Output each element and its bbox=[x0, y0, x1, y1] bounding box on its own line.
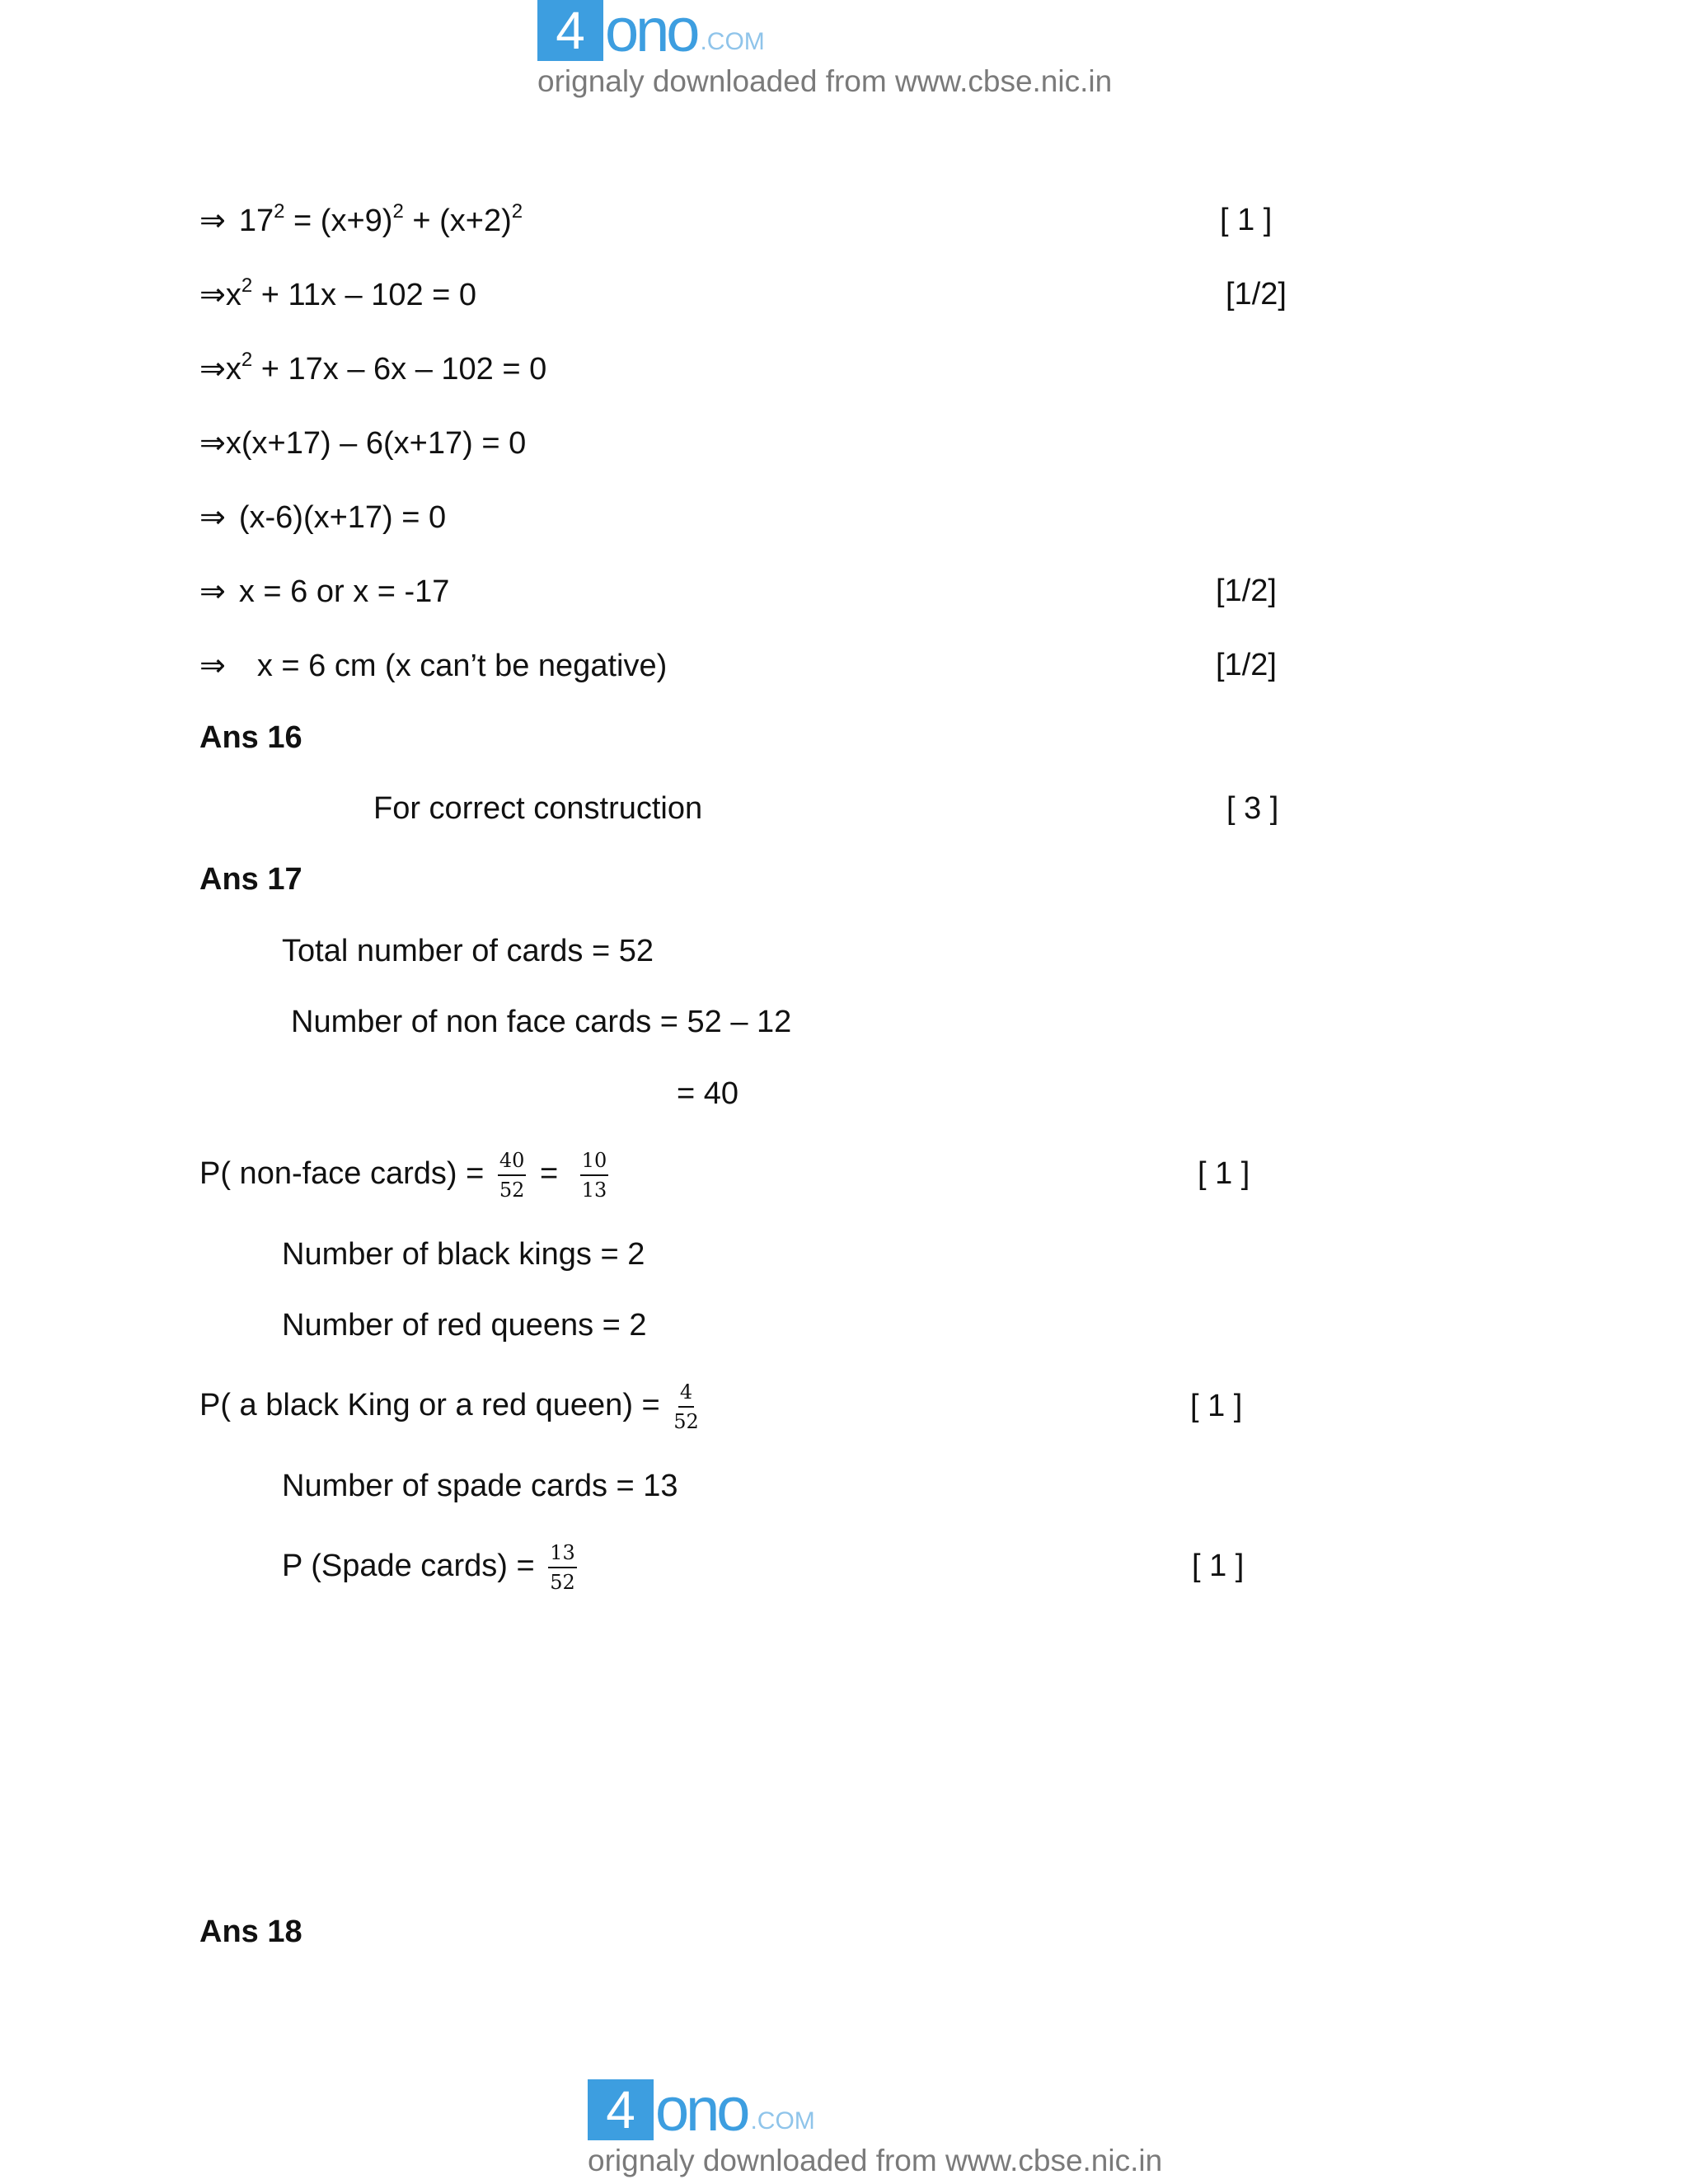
implies-arrow: ⇒ bbox=[199, 202, 226, 238]
step-6-text: x = 6 or x = -17 bbox=[238, 574, 450, 609]
p-nonface-f1-num: 40 bbox=[498, 1149, 527, 1176]
implies-arrow: ⇒ bbox=[199, 276, 226, 312]
implies-arrow: ⇒ bbox=[199, 350, 226, 387]
step-1-exp2: 2 bbox=[392, 200, 404, 223]
p-spade-fraction bbox=[548, 1541, 577, 1594]
p-spade-mark: [ 1 ] bbox=[1192, 1549, 1245, 1583]
spade-cards: Number of spade cards = 13 bbox=[282, 1469, 678, 1503]
footer-logo-suffix: .COM bbox=[750, 2107, 815, 2135]
ans18-heading: Ans 18 bbox=[199, 1915, 302, 1949]
step-4-text: x(x+17) – 6(x+17) = 0 bbox=[225, 426, 527, 461]
ans17-heading: Ans 17 bbox=[199, 862, 302, 897]
red-queens: Number of red queens = 2 bbox=[282, 1308, 647, 1343]
ans16-mark: [ 3 ] bbox=[1226, 791, 1279, 826]
p-king-queen bbox=[199, 1380, 704, 1433]
non-face-result: = 40 bbox=[677, 1076, 739, 1111]
step-1-exp3: 2 bbox=[511, 200, 523, 223]
step-6-mark: [1/2] bbox=[1216, 574, 1277, 608]
header-logo-suffix: .COM bbox=[700, 28, 765, 55]
p-nonface-mark: [ 1 ] bbox=[1198, 1156, 1250, 1191]
step-3-rest: + 17x – 6x – 102 = 0 bbox=[252, 352, 547, 387]
p-nonface-f2-num: 10 bbox=[580, 1149, 609, 1176]
step-5 bbox=[199, 498, 446, 537]
p-king-queen-label: P( a black King or a red queen) = bbox=[199, 1388, 660, 1423]
p-nonface-f1-den: 52 bbox=[499, 1179, 525, 1202]
step-1-mid1: = (x+9) bbox=[284, 204, 393, 238]
step-2-rest: + 11x – 102 = 0 bbox=[252, 278, 477, 312]
p-nonface-label: P( non-face cards) = bbox=[199, 1156, 485, 1192]
implies-arrow: ⇒ bbox=[199, 424, 226, 461]
black-kings: Number of black kings = 2 bbox=[282, 1237, 645, 1272]
p-king-queen-den: 52 bbox=[673, 1410, 699, 1433]
step-2 bbox=[199, 275, 476, 314]
header-logo-number: 4 bbox=[537, 0, 603, 61]
step-1-exp1: 2 bbox=[274, 200, 285, 223]
p-nonface-fraction-1 bbox=[498, 1149, 527, 1202]
p-nonface-f2-den: 13 bbox=[581, 1179, 607, 1202]
header-logo-letters: ono bbox=[605, 0, 697, 64]
footer-logo-mark bbox=[588, 2075, 815, 2144]
footer-logo-letters: ono bbox=[655, 2075, 748, 2144]
p-nonface bbox=[199, 1149, 613, 1202]
step-2-base: x bbox=[225, 278, 241, 312]
step-7-text: x = 6 cm (x can’t be negative) bbox=[256, 649, 668, 683]
implies-arrow: ⇒ bbox=[199, 573, 226, 609]
step-7 bbox=[199, 646, 667, 685]
step-6 bbox=[199, 572, 449, 611]
step-4 bbox=[199, 424, 526, 462]
step-3-base: x bbox=[225, 352, 241, 387]
non-face-cards: Number of non face cards = 52 – 12 bbox=[291, 1005, 792, 1039]
p-spade-num: 13 bbox=[548, 1541, 577, 1568]
p-spade bbox=[282, 1541, 582, 1594]
header-logo-tagline: orignaly downloaded from www.cbse.nic.in bbox=[537, 64, 1113, 98]
step-3-exp1: 2 bbox=[241, 349, 253, 371]
footer-logo-tagline: orignaly downloaded from www.cbse.nic.in bbox=[588, 2144, 1163, 2177]
p-king-queen-fraction bbox=[673, 1380, 699, 1433]
step-2-exp1: 2 bbox=[241, 274, 253, 297]
implies-arrow: ⇒ bbox=[199, 647, 226, 683]
step-7-mark: [1/2] bbox=[1216, 648, 1277, 682]
step-3 bbox=[199, 349, 546, 388]
implies-arrow: ⇒ bbox=[199, 499, 226, 535]
ans16-heading: Ans 16 bbox=[199, 720, 302, 755]
header-logo-mark bbox=[537, 0, 765, 64]
step-2-mark: [1/2] bbox=[1226, 277, 1287, 312]
step-1-base: 17 bbox=[238, 204, 274, 238]
total-cards: Total number of cards = 52 bbox=[282, 934, 654, 968]
ans16-text: For correct construction bbox=[373, 791, 703, 826]
p-nonface-eq: = bbox=[540, 1156, 559, 1192]
p-spade-label: P (Spade cards) = bbox=[282, 1549, 535, 1584]
step-5-text: (x-6)(x+17) = 0 bbox=[238, 500, 447, 535]
step-1 bbox=[199, 201, 523, 240]
p-spade-den: 52 bbox=[550, 1571, 575, 1594]
step-1-mark: [ 1 ] bbox=[1220, 203, 1273, 237]
p-king-queen-mark: [ 1 ] bbox=[1190, 1389, 1243, 1423]
footer-logo bbox=[588, 2075, 1163, 2178]
footer-logo-number: 4 bbox=[588, 2079, 654, 2140]
header-logo bbox=[537, 0, 1112, 99]
step-1-mid2: + (x+2) bbox=[403, 204, 512, 238]
p-nonface-fraction-2 bbox=[580, 1149, 609, 1202]
p-king-queen-num: 4 bbox=[678, 1380, 694, 1408]
